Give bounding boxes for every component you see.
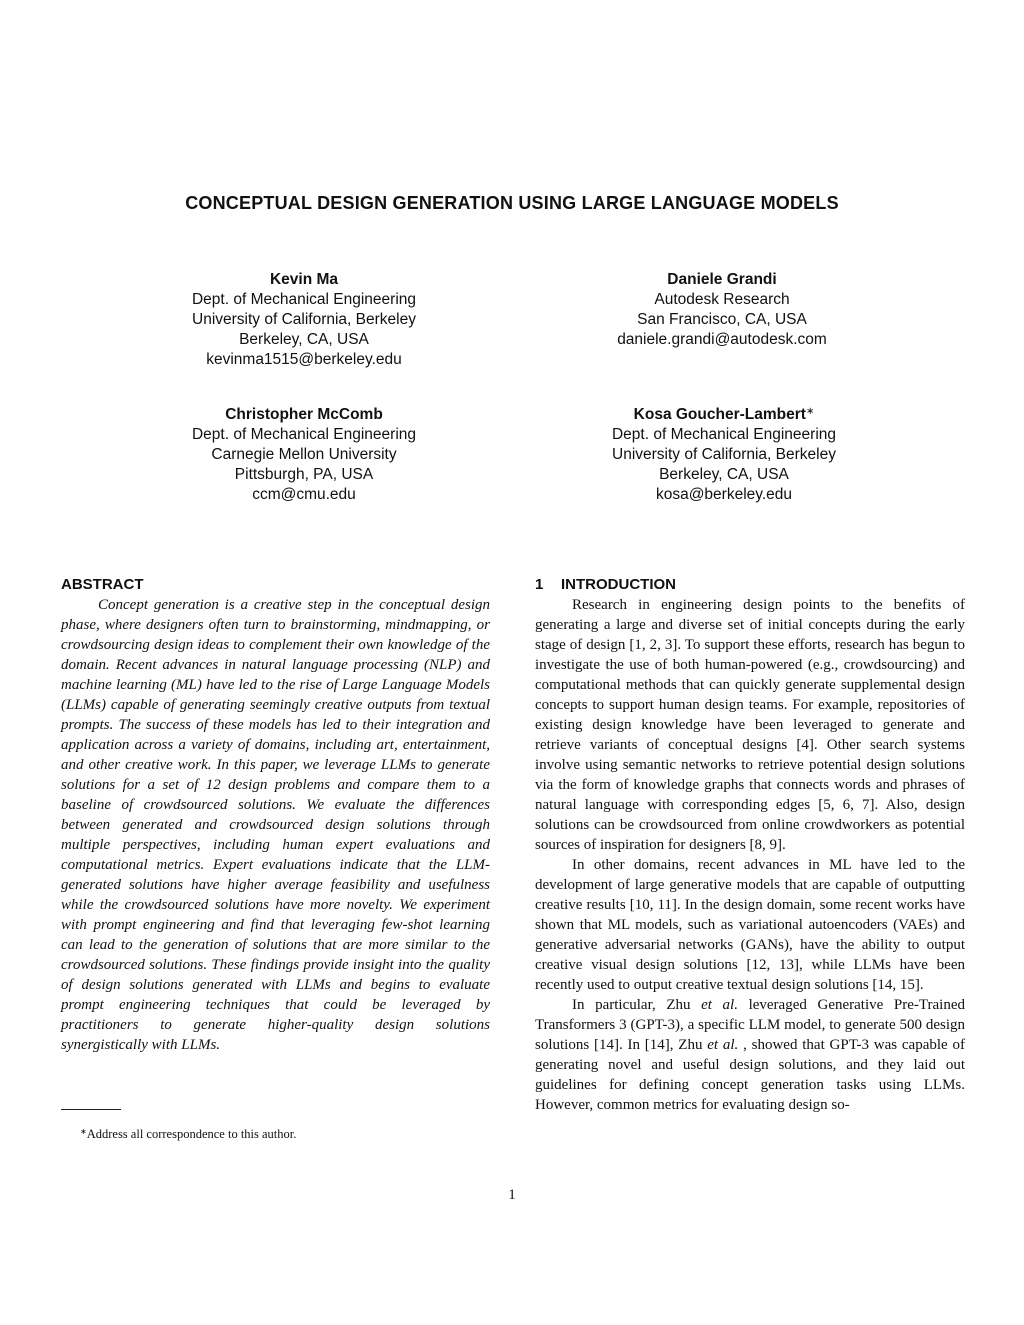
abstract-text: Concept generation is a creative step in the conceptual design phase, where designers often turn to brainstorming, mindmapping, or crowdsourcing design ideas to complement their own knowledge of the domain. Recent advances in natural language processing (NLP) and machine learning (ML) have led to the rise of Large Language Models (LLMs) capable of generating seemingly creative outputs from textual prompts. The success of these models has led to their integration and application across a variety of domains, including art, entertainment, and other creative work. In this paper, we leverage LLMs to generate solutions for a set of 12 design problems and compare them to a baseline of crowdsourced solutions. We evaluate the differences between generated and crowdsourced design solutions through multiple perspectives, including human expert evaluations and computational metrics. Expert evaluations indicate that the LLM-generated solutions have higher average feasibility and usefulness while the crowdsourced solutions have more novelty. We experiment with prompt engineering and find that leveraging few-shot learning can lead to the generation of solutions that are more similar to the crowdsourced solutions. These findings provide insight into the quality of design solutions generated with LLMs and begins to evaluate prompt engineering techniques that could be leveraged by practitioners to generate higher-quality design solutions synergistically with LLMs. xyxy=(61,597,490,1053)
author-name: Christopher McComb xyxy=(225,406,383,423)
author-name-text: Kosa Goucher-Lambert xyxy=(633,406,806,423)
author-block xyxy=(542,270,902,350)
section-title: INTRODUCTION xyxy=(561,576,676,593)
author-name xyxy=(544,405,904,425)
footnote-marker: ∗ xyxy=(80,1127,87,1136)
introduction-section xyxy=(535,575,965,1115)
author-location: Pittsburgh, PA, USA xyxy=(234,466,374,483)
author-block xyxy=(124,405,484,505)
author-email[interactable]: kevinma1515@berkeley.edu xyxy=(206,351,402,368)
author-affiliation: Autodesk Research xyxy=(654,291,790,308)
corresponding-author-marker: ∗ xyxy=(805,406,815,417)
paragraph-text: leveraged Generative Pre-Trained Transformers 3 (GPT-3), a specific LLM model, to generate 500 design solutions [14]. In [14], Zhu xyxy=(535,997,965,1053)
author-block xyxy=(124,270,484,370)
author-name: Daniele Grandi xyxy=(667,271,777,288)
author-affiliation: University of California, Berkeley xyxy=(192,311,416,328)
body-paragraph: In other domains, recent advances in ML have led to the development of large generative models that are capable of outputting creative results [10, 11]. In the design domain, some recent works have shown that ML models, such as variational autoencoders (VAEs) and generative adversarial networks (GANs), have the ability to output creative visual design solutions [12, 13], while LLMs have been recently used to output creative textual design solutions [14, 15]. xyxy=(535,857,965,993)
body-paragraph xyxy=(535,995,965,1115)
author-affiliation: Dept. of Mechanical Engineering xyxy=(191,291,417,308)
author-affiliation: Dept. of Mechanical Engineering xyxy=(611,426,837,443)
author-location: Berkeley, CA, USA xyxy=(239,331,369,348)
author-email[interactable]: daniele.grandi@autodesk.com xyxy=(617,331,827,348)
page-number: 1 xyxy=(508,1187,516,1203)
author-email[interactable]: ccm@cmu.edu xyxy=(252,486,356,503)
paper-title: CONCEPTUAL DESIGN GENERATION USING LARGE LANGUAGE MODELS xyxy=(185,193,839,213)
author-email[interactable]: kosa@berkeley.edu xyxy=(655,486,793,503)
footnote-text: Address all correspondence to this author. xyxy=(86,1127,297,1141)
author-name: Kevin Ma xyxy=(269,271,339,288)
author-affiliation: University of California, Berkeley xyxy=(612,446,836,463)
author-location: San Francisco, CA, USA xyxy=(637,311,807,328)
author-location: Berkeley, CA, USA xyxy=(659,466,789,483)
paragraph-text: , showed that GPT-3 was capable of generating novel and useful design solutions, and they laid out guidelines for defining concept generation tasks using LLMs. However, common metrics for evaluating design so- xyxy=(535,1037,965,1113)
et-al: et al. xyxy=(701,997,738,1013)
et-al: et al. xyxy=(707,1037,739,1053)
author-block xyxy=(544,405,904,505)
author-affiliation: Carnegie Mellon University xyxy=(211,446,397,463)
introduction-heading xyxy=(535,575,965,595)
paragraph-text: In particular, Zhu xyxy=(572,997,702,1013)
footnote-divider xyxy=(61,1109,121,1110)
author-affiliation: Dept. of Mechanical Engineering xyxy=(191,426,417,443)
body-paragraph: Research in engineering design points to the benefits of generating a large and diverse set of initial concepts during the early stage of design [1, 2, 3]. To support these efforts, research has begun to investigate the use of both human-powered (e.g., crowdsourcing) and computational methods that can quickly generate supplemental design concepts to support human design teams. For example, repositories of existing design knowledge have been leveraged to generate and retrieve variants of conceptual designs [4]. Other search systems involve using semantic networks to retrieve potential design solutions via the form of knowledge graphs that connects words and phrases of natural language with corresponding edges [5, 6, 7]. Also, design solutions can be crowdsourced from online crowdworkers as potential sources of inspiration for designers [8, 9]. xyxy=(535,597,965,853)
abstract-heading: ABSTRACT xyxy=(61,576,144,593)
section-number: 1 xyxy=(535,576,544,593)
abstract-section xyxy=(61,575,490,1055)
footnote xyxy=(80,1126,296,1142)
